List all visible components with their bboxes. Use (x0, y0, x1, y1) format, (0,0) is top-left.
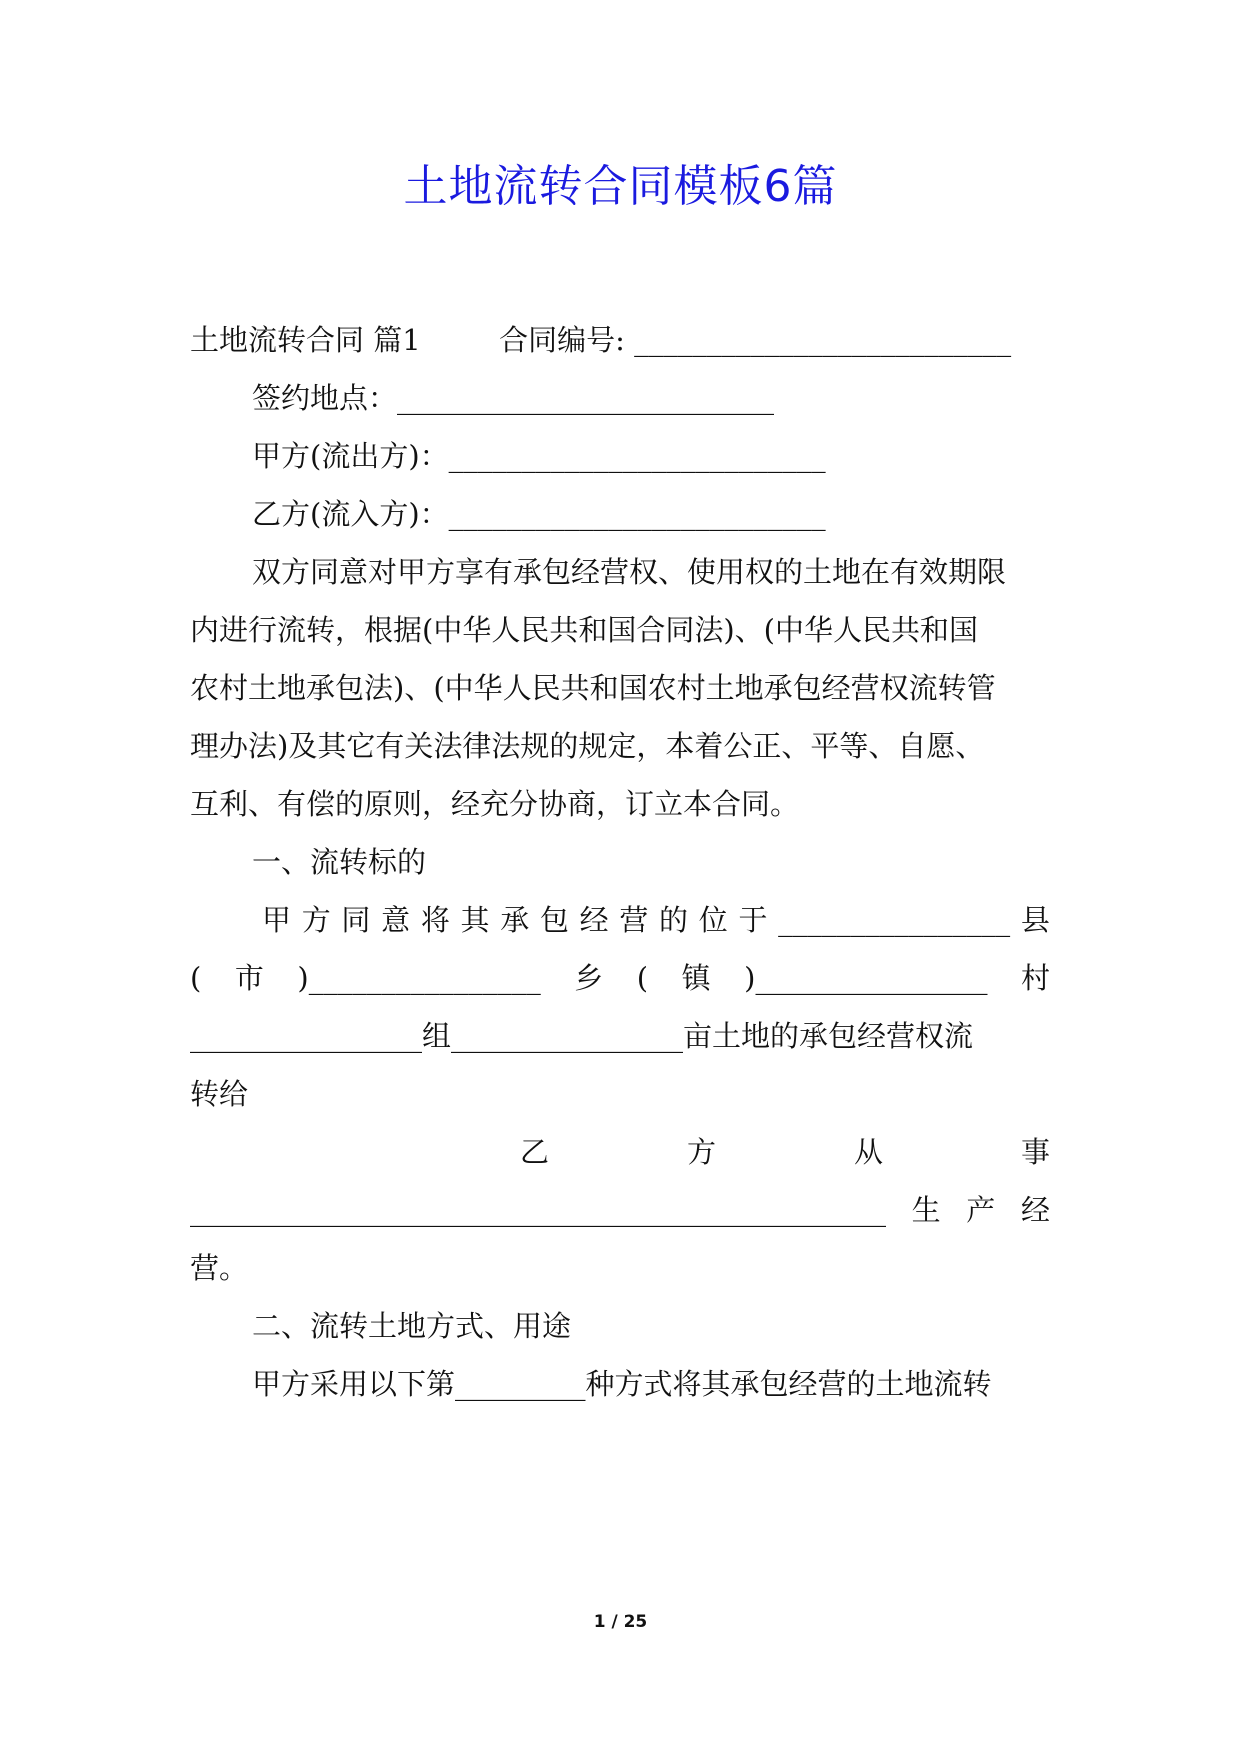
intro-line: 互利、有偿的原则，经充分协商，订立本合同。 (190, 787, 800, 821)
intro-line: 农村土地承包法)、(中华人民共和国农村土地承包经营权流转管 (190, 671, 996, 705)
section-heading: 二、流转土地方式、用途 (252, 1309, 572, 1343)
header-line (190, 320, 1050, 360)
party-b-field: 乙方(流入方)：__________________________ (252, 497, 826, 531)
intro-line: 理办法)及其它有关法律法规的规定，本着公正、平等、自愿、 (190, 729, 985, 763)
section1-line: 营。 (190, 1251, 249, 1285)
contract-number-blank: __________________________ (634, 323, 1012, 357)
section1-line: ( 市 )________________ 乡 ( 镇 )________________ 村 (190, 961, 1050, 995)
party-a-field: 甲方(流出方)：__________________________ (252, 439, 826, 473)
document-title: 土地流转合同模板6篇 (403, 161, 838, 212)
contract-heading: 土地流转合同 篇1 (190, 323, 421, 357)
section1-line: ________________________________________________ 生 产 经 (190, 1193, 1050, 1227)
intro-line: 内进行流转，根据(中华人民共和国合同法)、(中华人民共和国 (190, 613, 978, 647)
section1-line: 乙 方 从 事 (520, 1135, 1050, 1169)
sign-place-field: 签约地点：__________________________ (252, 381, 775, 415)
section1-line: 转给 (190, 1077, 249, 1111)
page-number: 1 / 25 (593, 1612, 648, 1632)
section-heading: 一、流转标的 (252, 845, 427, 879)
section1-line: ________________组________________亩土地的承包经营权流 (190, 1019, 974, 1053)
intro-line: 双方同意对甲方享有承包经营权、使用权的土地在有效期限 (252, 555, 1007, 589)
section1-line: 甲 方 同 意 将 其 承 包 经 营 的 位 于 ________________ 县 (262, 903, 1050, 937)
contract-number-label: 合同编号: (499, 323, 625, 357)
section2-line: 甲方采用以下第_________种方式将其承包经营的土地流转 (252, 1367, 992, 1401)
